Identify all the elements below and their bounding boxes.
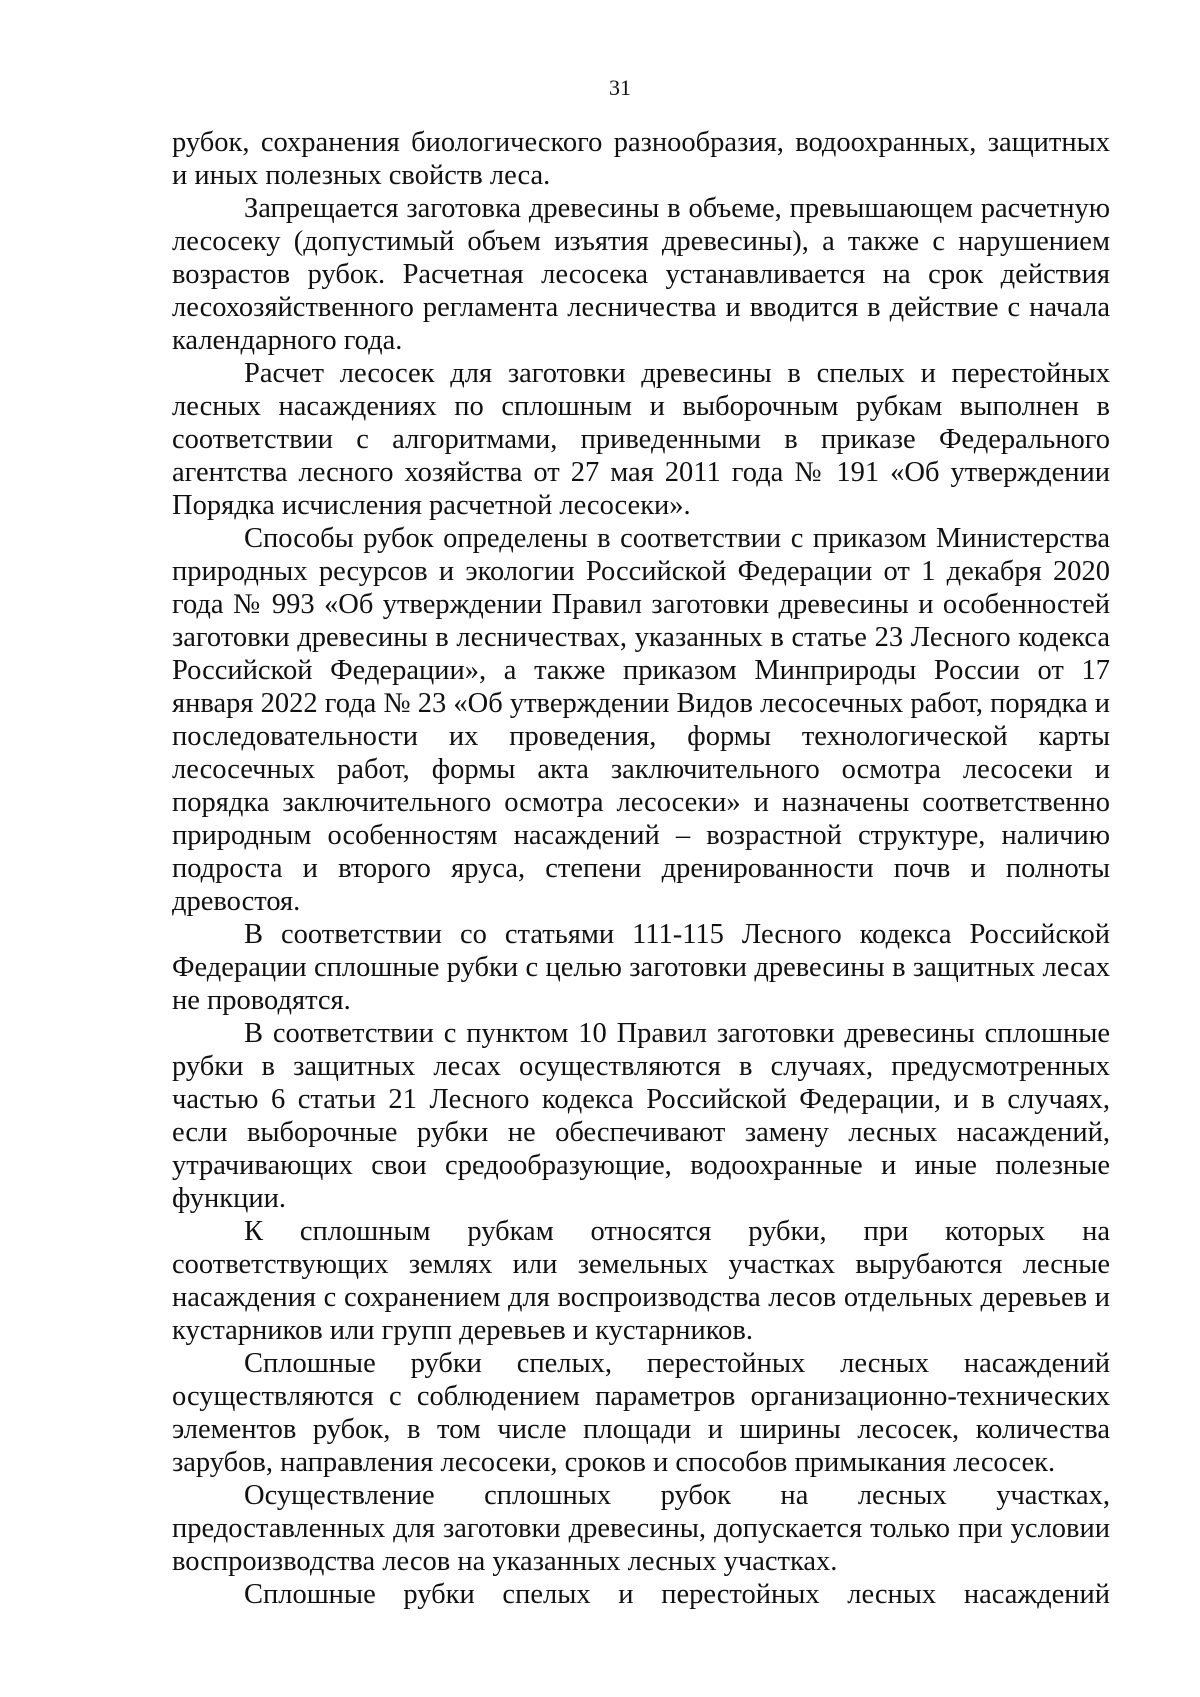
paragraph-protective-forests: В соответствии со статьями 111-115 Лесного кодекса Российской Федерации сплошные рубки с целью заготовки древесины в защитных лесах не проводятся.	[172, 919, 1110, 1016]
paragraph-clear-cutting-cases: В соответствии с пунктом 10 Правил заготовки древесины сплошные рубки в защитных лесах осуществляются в случаях, предусмотренных частью 6 статьи 21 Лесного кодекса Российской Федерации, и в случаях, если выборочные рубки не обеспечивают замену лесных насаждений, утрачивающих свои средообразующие, водоохранные и иные полезные функции.	[172, 1018, 1110, 1214]
paragraph-felling-methods: Способы рубок определены в соответствии с приказом Министерства природных ресурсов и экологии Российской Федерации от 1 декабря 2020 года № 993 «Об утверждении Правил заготовки древесины и особенностей заготовки древесины в лесничествах, указанных в статье 23 Лесного кодекса Российской Федерации», а также приказом Минприроды России от 17 января 2022 года № 23 «Об утверждении Видов лесосечных работ, порядка и последовательности их проведения, формы технологической карты лесосечных работ, формы акта заключительного осмотра лесосеки и порядка заключительного осмотра лесосеки» и назначены соответственно природным особенностям насаждений – возрастной структуре, наличию подроста и второго яруса, степени дренированности почв и полноты древостоя.	[172, 523, 1110, 917]
paragraph-clear-cutting-definition: К сплошным рубкам относятся рубки, при которых на соответствующих землях или земельных участках вырубаются лесные насаждения с сохранением для воспроизводства лесов отдельных деревьев и кустарников или групп деревьев и кустарников.	[172, 1216, 1110, 1346]
paragraph-clear-cutting-conditions: Осуществление сплошных рубок на лесных участках, предоставленных для заготовки древесины, допускается только при условии воспроизводства лесов на указанных лесных участках.	[172, 1480, 1110, 1577]
paragraph-calculation: Расчет лесосек для заготовки древесины в спелых и перестойных лесных насаждениях по сплошным и выборочным рубкам выполнен в соответствии с алгоритмами, приведенными в приказе Федерального агентства лесного хозяйства от 27 мая 2011 года № 191 «Об утверждении Порядка исчисления расчетной лесосеки».	[172, 358, 1110, 521]
paragraph-clear-cutting-parameters: Сплошные рубки спелых, перестойных лесных насаждений осуществляются с соблюдением параметров организационно-технических элементов рубок, в том числе площади и ширины лесосек, количества зарубов, направления лесосеки, сроков и способов примыкания лесосек.	[172, 1348, 1110, 1478]
paragraph-prohibition: Запрещается заготовка древесины в объеме, превышающем расчетную лесосеку (допустимый объем изъятия древесины), а также с нарушением возрастов рубок. Расчетная лесосека устанавливается на срок действия лесохозяйственного регламента лесничества и вводится в действие с начала календарного года.	[172, 193, 1110, 356]
document-body	[172, 126, 1110, 1611]
paragraph-continuation: рубок, сохранения биологического разнообразия, водоохранных, защитных и иных полезных свойств леса.	[172, 127, 1110, 191]
paragraph-clear-cutting-continued: Сплошные рубки спелых и перестойных лесных насаждений	[244, 1579, 1110, 1610]
page-number: 31	[609, 75, 631, 100]
